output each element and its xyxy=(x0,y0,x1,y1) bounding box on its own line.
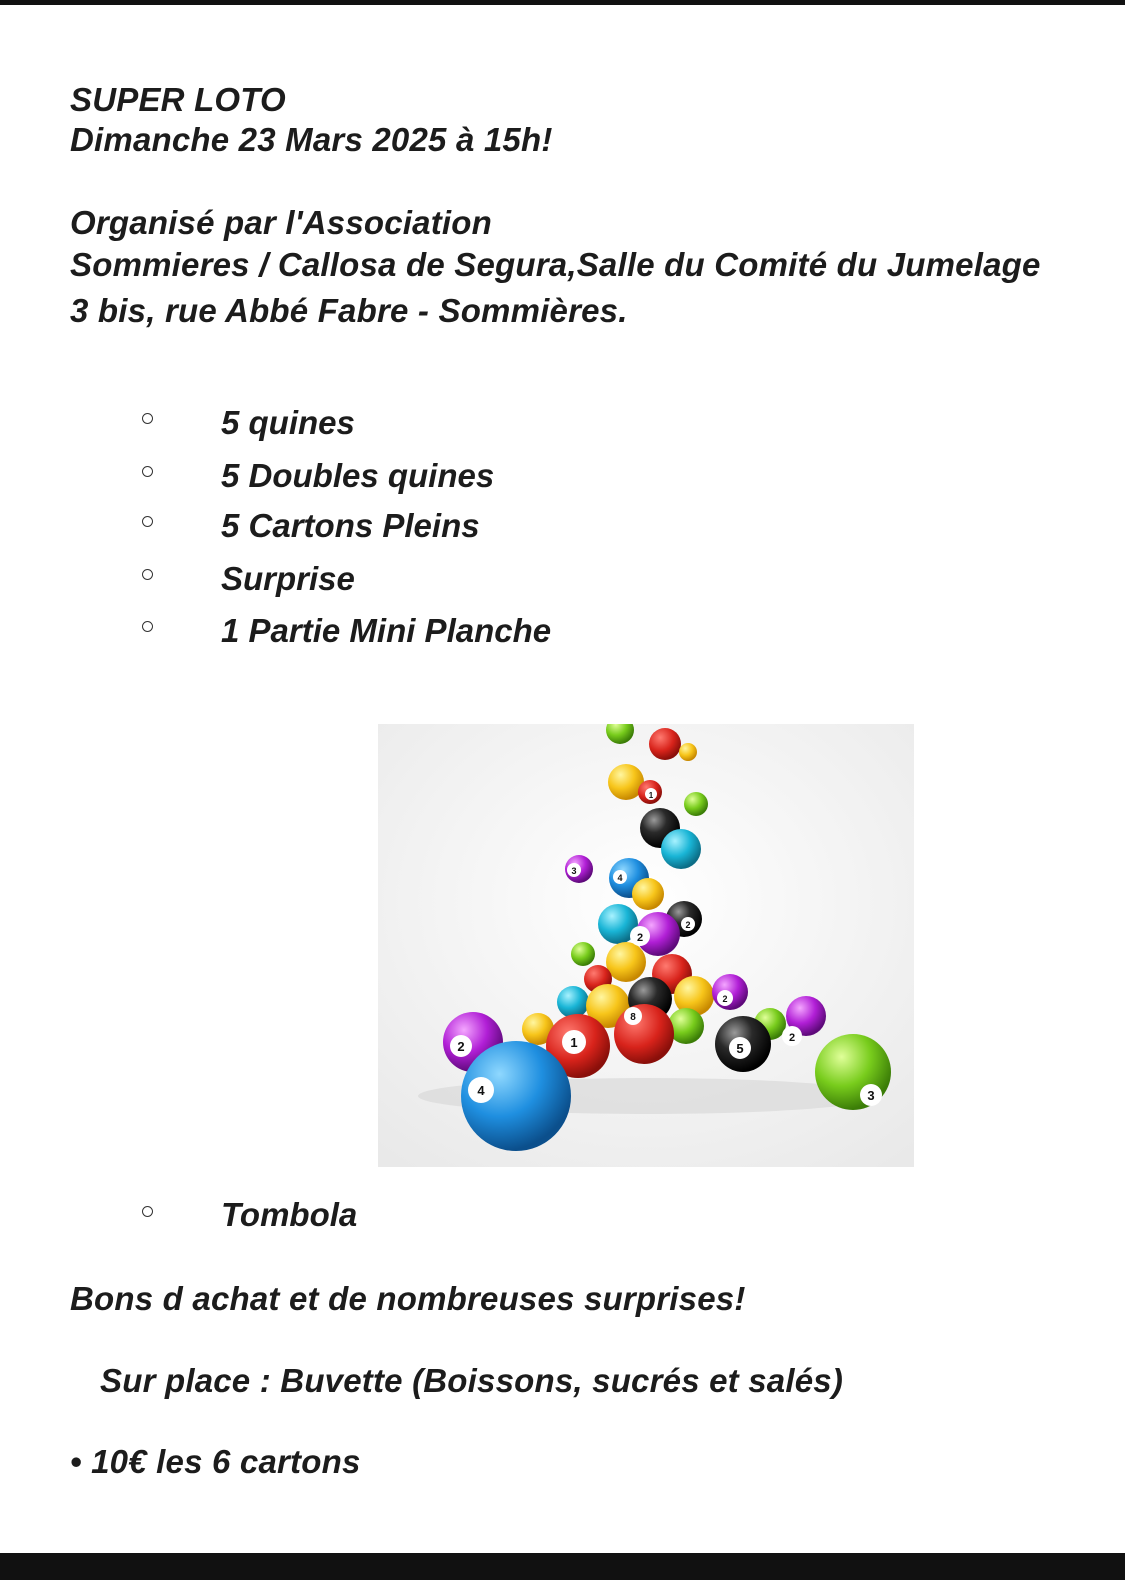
ball-number: 1 xyxy=(648,791,654,800)
ball-number: 3 xyxy=(867,1088,875,1103)
list-item: 5 Doubles quines xyxy=(221,457,495,494)
price-text: • 10€ les 6 cartons xyxy=(70,1443,361,1480)
list-item: 5 quines xyxy=(221,404,355,441)
list-bullet-icon xyxy=(139,463,155,479)
balls-icon xyxy=(378,724,914,1167)
refreshments-text: Sur place : Buvette (Boissons, sucrés et salés) xyxy=(100,1362,844,1399)
organizer-line-1: Organisé par l'Association xyxy=(70,204,493,241)
ball-number: 3 xyxy=(571,866,577,876)
ball-number: 2 xyxy=(636,932,644,944)
lottery-balls-illustration xyxy=(378,724,914,1167)
poster-title: SUPER LOTO xyxy=(70,81,286,118)
bottom-border xyxy=(0,1553,1125,1580)
ball-number: 8 xyxy=(630,1012,636,1023)
ball-number: 5 xyxy=(736,1041,744,1056)
top-border xyxy=(0,0,1125,5)
promo-text: Bons d achat et de nombreuses surprises! xyxy=(70,1280,746,1317)
ball-number: 2 xyxy=(788,1032,796,1044)
list-bullet-icon xyxy=(139,618,155,634)
organizer-line-3: 3 bis, rue Abbé Fabre - Sommières. xyxy=(70,292,628,329)
list-item-tombola: Tombola xyxy=(221,1196,358,1233)
list-item: Surprise xyxy=(221,560,355,597)
ball-number: 4 xyxy=(477,1083,485,1098)
ball-number: 2 xyxy=(457,1039,465,1054)
ball-number: 4 xyxy=(617,873,623,883)
list-item: 1 Partie Mini Planche xyxy=(221,612,552,649)
organizer-line-2: Sommieres / Callosa de Segura,Salle du Comité du Jumelage xyxy=(70,246,1041,283)
list-bullet-icon xyxy=(139,513,155,529)
ball-number: 2 xyxy=(722,994,728,1004)
list-bullet-icon xyxy=(139,410,155,426)
ball-number: 2 xyxy=(685,920,691,930)
list-item: 5 Cartons Pleins xyxy=(221,507,480,544)
list-bullet-icon xyxy=(139,566,155,582)
list-bullet-icon xyxy=(139,1203,155,1219)
ball-number: 1 xyxy=(570,1035,578,1050)
event-date: Dimanche 23 Mars 2025 à 15h! xyxy=(70,121,553,158)
